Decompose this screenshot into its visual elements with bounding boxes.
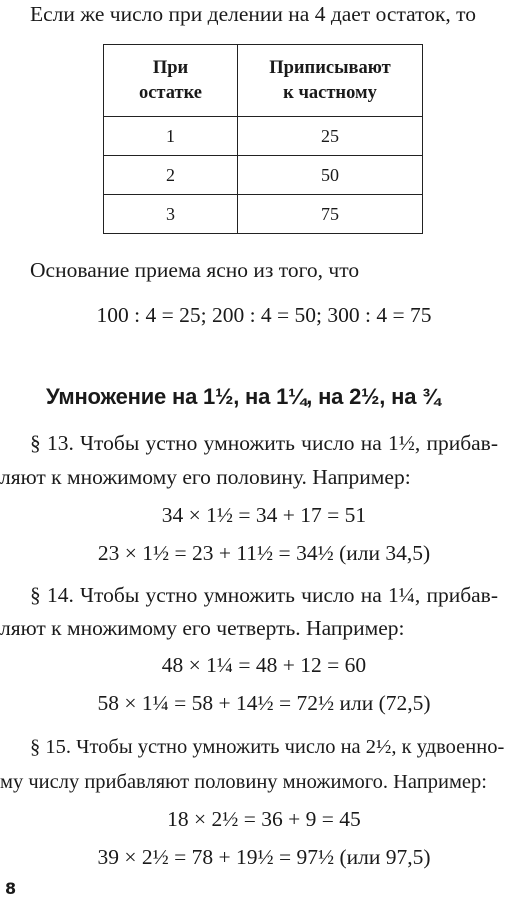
page-number: 8 [5, 879, 17, 898]
header-remainder [104, 45, 238, 117]
intro-line: Если же число при делении на 4 дает остаток, то [30, 2, 477, 26]
p15-line1: § 15. Чтобы устно умножить число на 2½, к удвоенно- [30, 736, 505, 758]
header-append-line1: Приписывают [269, 57, 391, 78]
table-row [104, 156, 423, 195]
table-cell: 50 [238, 156, 423, 195]
p13-example1: 34 × 1½ = 34 + 17 = 51 [161, 503, 367, 527]
p14-example1: 48 × 1¼ = 48 + 12 = 60 [161, 653, 367, 677]
header-append [238, 45, 423, 117]
p15-example2: 39 × 2½ = 78 + 19½ = 97½ (или 97,5) [97, 845, 431, 869]
p15-example1: 18 × 2½ = 36 + 9 = 45 [167, 807, 361, 831]
table-cell: 1 [104, 117, 238, 156]
p13-example2: 23 × 1½ = 23 + 11½ = 34½ (или 34,5) [97, 541, 431, 565]
section-heading: Умножение на 1½, на 1¼, на 2½, на ¾ [46, 384, 441, 409]
p15-line2: му числу прибавляют половину множимого. Например: [0, 771, 487, 793]
table-cell: 3 [104, 195, 238, 234]
table-cell: 25 [238, 117, 423, 156]
basis-formula: 100 : 4 = 25; 200 : 4 = 50; 300 : 4 = 75 [96, 303, 432, 327]
header-remainder-line2: остатке [138, 82, 203, 103]
p14-line2: ляют к множимому его четверть. Например: [0, 616, 405, 640]
p14-example2: 58 × 1¼ = 58 + 14½ = 72½ или (72,5) [97, 691, 431, 715]
remainder-table [103, 44, 423, 234]
header-remainder-line1: При [152, 57, 189, 78]
p14-line1: § 14. Чтобы устно умножить число на 1¼, прибав- [30, 583, 498, 607]
table-row [104, 117, 423, 156]
table-row [104, 195, 423, 234]
table-cell: 2 [104, 156, 238, 195]
table-cell: 75 [238, 195, 423, 234]
basis-text: Основание приема ясно из того, что [30, 258, 360, 282]
header-append-line2: к частному [283, 82, 377, 103]
table-header-row [104, 45, 423, 117]
p13-line2: ляют к множимому его половину. Например: [0, 465, 411, 489]
p13-line1: § 13. Чтобы устно умножить число на 1½, прибав- [30, 431, 498, 455]
